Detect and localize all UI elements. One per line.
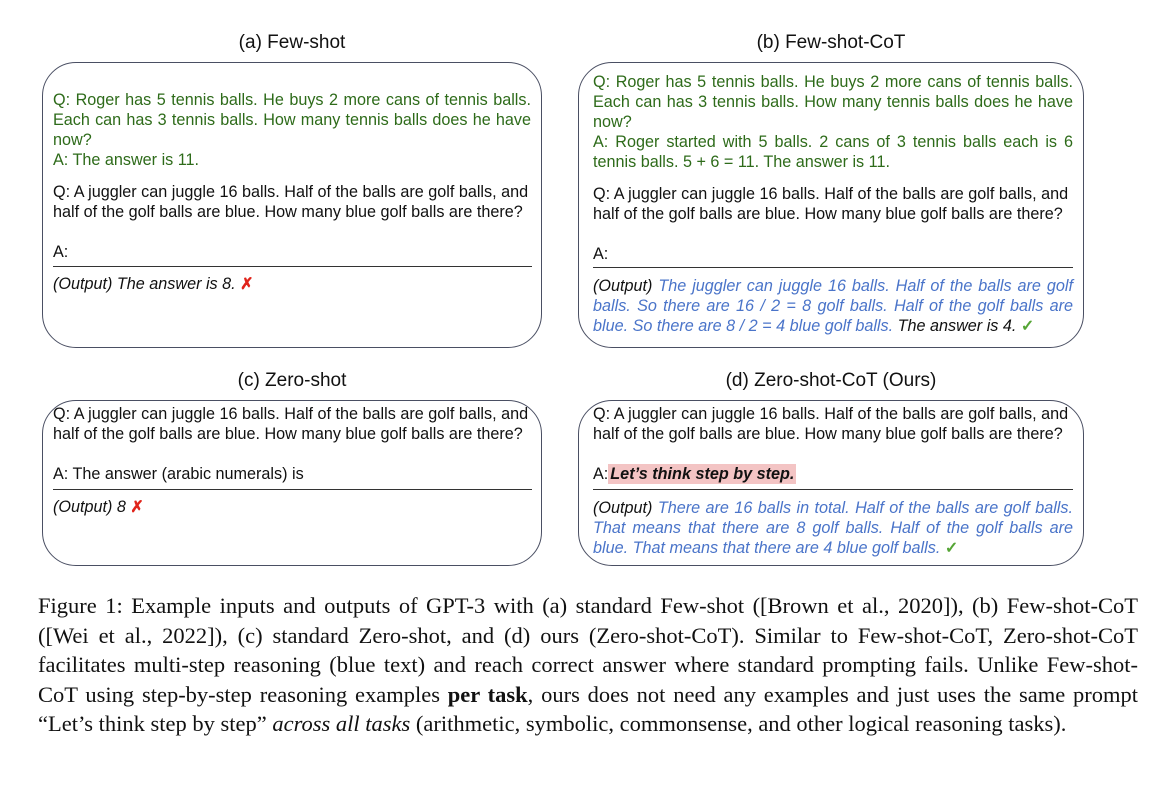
- checkmark-icon: ✓: [1020, 317, 1035, 335]
- panel-d-output: [593, 498, 1073, 558]
- caption-part2: , ours does not need any examples and just uses the same prompt “Let’s think step by step”: [38, 681, 1138, 736]
- panel-a-divider: [53, 266, 532, 267]
- panel-c-query-answer: A: The answer (arabic numerals) is: [53, 465, 304, 483]
- checkmark-icon: ✓: [944, 539, 959, 557]
- panel-b-output-answer: The answer is 4.: [897, 317, 1017, 335]
- panel-c-divider: [53, 489, 532, 490]
- cross-icon: ✗: [240, 275, 254, 293]
- panel-b-output-reasoning: The juggler can juggle 16 balls. Half of the balls are golf balls. So there are 16 / 2 = 8 golf balls. Half of the golf balls are blue. So there are 8 / 2 = 4 blue golf balls.: [593, 277, 1073, 335]
- panel-c-output: [53, 497, 531, 517]
- panel-c-title: (c) Zero-shot: [237, 370, 347, 391]
- panel-b-output: [593, 276, 1073, 336]
- panel-b-example-question: Q: Roger has 5 tennis balls. He buys 2 more cans of tennis balls. Each can has 3 tennis balls. How many tennis balls does he have now?: [593, 73, 1073, 131]
- panel-a-query-answer: A:: [53, 243, 69, 261]
- panel-d-answer-prefix: A:: [593, 465, 609, 483]
- panel-b-output-label: (Output): [593, 277, 653, 295]
- panel-a-example-question: Q: Roger has 5 tennis balls. He buys 2 more cans of tennis balls. Each can has 3 tennis balls. How many tennis balls does he have now?: [53, 91, 531, 149]
- panel-a-query-question: Q: A juggler can juggle 16 balls. Half of the balls are golf balls, and half of the golf balls are blue. How many blue golf balls are there?: [53, 183, 529, 221]
- panel-a-title: (a) Few-shot: [238, 32, 346, 53]
- panel-d-title: (d) Zero-shot-CoT (Ours): [725, 370, 937, 391]
- panel-d-prompt-highlight: Let’s think step by step.: [610, 465, 795, 483]
- panel-a-output: [53, 274, 531, 294]
- panel-c-output-text: 8: [116, 498, 126, 516]
- caption-part3: (arithmetic, symbolic, commonsense, and other logical reasoning tasks).: [415, 711, 1067, 736]
- panel-a-example-answer: A: The answer is 11.: [53, 151, 200, 169]
- panel-d-query-question: Q: A juggler can juggle 16 balls. Half of the balls are golf balls, and half of the golf balls are blue. How many blue golf balls are there?: [593, 405, 1069, 443]
- panel-b-title: (b) Few-shot-CoT: [756, 32, 906, 53]
- panel-d-output-label: (Output): [593, 499, 653, 517]
- cross-icon: ✗: [130, 498, 144, 516]
- figure-caption: [38, 591, 1138, 739]
- panel-c-output-label: (Output): [53, 498, 113, 516]
- panel-d-query-answer: [593, 464, 1073, 484]
- panel-b-query-answer: A:: [593, 245, 609, 263]
- panel-b-query-question: Q: A juggler can juggle 16 balls. Half of the balls are golf balls, and half of the golf balls are blue. How many blue golf balls are there?: [593, 185, 1069, 223]
- caption-italic: across all tasks: [272, 711, 411, 736]
- panel-c-query-question: Q: A juggler can juggle 16 balls. Half of the balls are golf balls, and half of the golf balls are blue. How many blue golf balls are there?: [53, 405, 529, 443]
- panel-d-divider: [593, 489, 1073, 490]
- panel-b-example-answer: A: Roger started with 5 balls. 2 cans of 3 tennis balls each is 6 tennis balls. 5 + 6 = 11. The answer is 11.: [593, 133, 1073, 171]
- caption-part1: Figure 1: Example inputs and outputs of GPT-3 with (a) standard Few-shot ([Brown et al., 2020]), (b) Few-shot-CoT ([Wei et al., 2022]), (c) standard Zero-shot, and (d) ours (Zero-shot-CoT). Similar to Few-shot-CoT, Zero-shot-CoT facilitates multi-step reasoning (blue text) and reach correct answer where standard prompting fails. Unlike Few-shot-CoT using step-by-step reasoning examples: [38, 593, 1138, 707]
- caption-bold: per task: [447, 681, 528, 707]
- panel-d-output-reasoning: There are 16 balls in total. Half of the balls are golf balls. That means that there are 8 golf balls. Half of the golf balls are blue. That means that there are 4 blue golf balls.: [593, 499, 1073, 557]
- panel-a-output-label: (Output): [53, 275, 113, 293]
- panel-a-output-text: The answer is 8.: [116, 275, 236, 293]
- panel-b-divider: [593, 267, 1073, 268]
